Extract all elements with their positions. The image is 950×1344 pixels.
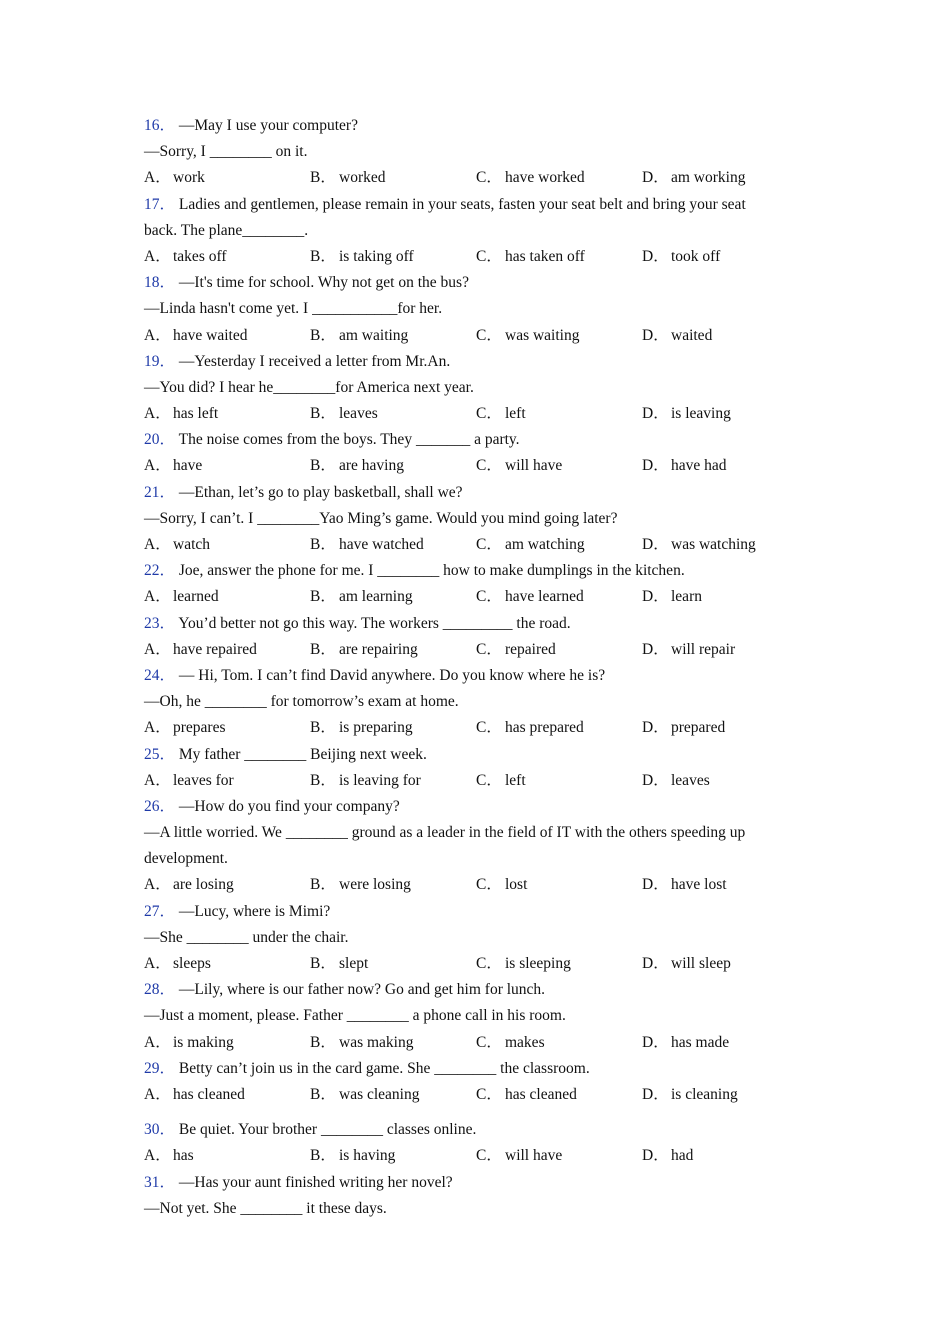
option-letter: A． [144, 326, 171, 344]
option-letter: C． [476, 771, 502, 789]
option-d[interactable] [642, 637, 808, 663]
option-text: is preparing [339, 719, 413, 737]
option-text: am working [671, 169, 746, 187]
question-number: 27 [144, 902, 160, 920]
question-number-separator: ． [159, 1059, 179, 1077]
question-text: —Linda hasn't come yet. I ___________for her. [144, 300, 443, 318]
option-letter: C． [476, 536, 502, 553]
option-letter: B． [310, 247, 336, 265]
option-a[interactable] [144, 165, 310, 191]
option-letter: D． [642, 457, 669, 475]
option-text: were losing [339, 876, 411, 894]
question-text: Be quiet. Your brother ________ classes online. [178, 1121, 477, 1139]
question-text: Ladies and gentlemen, please remain in your seats, fasten your seat belt and bring your seat [178, 195, 746, 213]
question-number-separator: ． [159, 797, 179, 815]
question-number: 18 [144, 274, 160, 292]
option-text: is cleaning [671, 1085, 738, 1103]
option-text: left [505, 405, 526, 423]
option-letter: B． [310, 1147, 336, 1165]
option-text: have lost [671, 876, 727, 894]
option-text: are losing [173, 876, 234, 894]
options-row [144, 951, 804, 977]
option-letter: B． [310, 1033, 336, 1051]
option-letter: C． [476, 1147, 502, 1165]
option-text: will repair [671, 640, 736, 658]
option-text: took off [671, 247, 721, 265]
question-text: —May I use your computer? [178, 117, 358, 134]
option-c[interactable] [476, 951, 642, 977]
option-text: worked [339, 169, 386, 187]
option-d[interactable] [642, 532, 808, 558]
option-a[interactable] [144, 453, 310, 479]
option-letter: A． [144, 719, 171, 737]
option-text: is sleeping [505, 955, 571, 972]
options-row [144, 1030, 804, 1056]
question-text: You’d better not go this way. The workers _________ the road. [178, 614, 571, 632]
question-text: —Lily, where is our father now? Go and get him for lunch. [178, 981, 546, 999]
option-a[interactable] [144, 1030, 310, 1056]
option-c[interactable] [476, 453, 642, 479]
option-letter: B． [310, 955, 336, 972]
option-b[interactable] [310, 1082, 476, 1108]
question-26 [144, 794, 804, 899]
question-number: 29 [144, 1059, 160, 1077]
option-c[interactable] [476, 165, 642, 191]
option-text: lost [505, 876, 528, 894]
question-number-separator: ． [159, 274, 179, 292]
option-b[interactable] [310, 584, 476, 610]
option-text: prepared [671, 719, 726, 737]
option-d[interactable] [642, 165, 808, 191]
option-text: leaves [339, 405, 378, 423]
option-letter: D． [642, 536, 669, 553]
option-letter: D． [642, 588, 669, 606]
option-a[interactable] [144, 401, 310, 427]
question-number: 20 [144, 431, 160, 449]
question-stem [144, 427, 804, 453]
option-letter: A． [144, 457, 171, 475]
question-number-separator: ． [159, 666, 179, 684]
question-31 [144, 1170, 804, 1222]
question-number-separator: ． [159, 981, 179, 999]
question-28 [144, 977, 804, 1056]
question-line [144, 689, 804, 715]
question-stem [144, 270, 804, 296]
option-text: have had [671, 457, 727, 475]
option-letter: A． [144, 405, 171, 423]
option-text: has cleaned [505, 1085, 577, 1103]
question-number: 24 [144, 666, 160, 684]
option-letter: A． [144, 1085, 171, 1103]
option-text: am watching [505, 536, 585, 553]
option-b[interactable] [310, 768, 476, 794]
option-d[interactable] [642, 323, 808, 349]
option-text: was waiting [505, 326, 580, 344]
question-stem [144, 192, 804, 218]
option-letter: C． [476, 640, 502, 658]
question-number-separator: ． [159, 483, 179, 501]
option-text: have [173, 457, 203, 475]
option-letter: B． [310, 169, 336, 187]
option-c[interactable] [476, 715, 642, 741]
option-d[interactable] [642, 453, 808, 479]
option-b[interactable] [310, 532, 476, 558]
option-letter: C． [476, 719, 502, 737]
question-number-separator: ． [159, 902, 179, 920]
option-letter: B． [310, 640, 336, 658]
question-number: 22 [144, 562, 160, 580]
option-letter: A． [144, 588, 171, 606]
question-line [144, 820, 804, 846]
option-b[interactable] [310, 637, 476, 663]
option-text: have watched [339, 536, 424, 553]
question-text: —Yesterday I received a letter from Mr.An. [178, 352, 451, 370]
question-line [144, 1196, 804, 1222]
option-d[interactable] [642, 872, 808, 898]
option-letter: A． [144, 955, 171, 972]
option-letter: B． [310, 326, 336, 344]
question-text: —Lucy, where is Mimi? [178, 902, 331, 920]
question-stem [144, 1056, 804, 1082]
option-c[interactable] [476, 532, 642, 558]
option-a[interactable] [144, 532, 310, 558]
option-letter: D． [642, 326, 669, 344]
option-text: will have [505, 457, 563, 475]
question-stem [144, 349, 804, 375]
option-text: left [505, 771, 526, 789]
question-line [144, 846, 804, 872]
question-text: Betty can’t join us in the card game. She ________ the classroom. [178, 1059, 590, 1077]
question-stem [144, 742, 804, 768]
option-b[interactable] [310, 453, 476, 479]
option-text: is taking off [339, 247, 414, 265]
option-letter: D． [642, 1033, 669, 1051]
option-text: watch [173, 536, 211, 553]
question-number-separator: ． [159, 195, 179, 213]
question-stem [144, 663, 804, 689]
question-number-separator: ． [159, 431, 179, 449]
question-number-separator: ． [159, 1173, 179, 1191]
option-b[interactable] [310, 323, 476, 349]
option-letter: D． [642, 169, 669, 187]
option-letter: D． [642, 1147, 669, 1165]
option-a[interactable] [144, 872, 310, 898]
option-text: am learning [339, 588, 413, 606]
question-21 [144, 480, 804, 559]
option-d[interactable] [642, 244, 808, 270]
option-text: has taken off [505, 247, 585, 265]
option-letter: C． [476, 955, 502, 972]
option-letter: B． [310, 457, 336, 475]
option-b[interactable] [310, 951, 476, 977]
option-letter: A． [144, 771, 171, 789]
option-letter: A． [144, 536, 171, 553]
question-number: 30 [144, 1121, 160, 1139]
question-number-separator: ． [159, 352, 179, 370]
question-number: 21 [144, 483, 160, 501]
options-row [144, 584, 804, 610]
option-c[interactable] [476, 1143, 642, 1169]
question-line [144, 925, 804, 951]
option-text: has left [173, 405, 219, 423]
option-c[interactable] [476, 323, 642, 349]
option-text: are having [339, 457, 404, 475]
option-b[interactable] [310, 401, 476, 427]
option-text: have learned [505, 588, 584, 606]
option-text: was watching [671, 536, 756, 553]
option-text: have worked [505, 169, 585, 187]
option-text: leaves [671, 771, 710, 789]
question-text: —How do you find your company? [178, 797, 400, 815]
question-stem [144, 1170, 804, 1196]
option-text: repaired [505, 640, 556, 658]
option-letter: B． [310, 405, 336, 423]
question-number-separator: ． [159, 614, 179, 632]
option-d[interactable] [642, 951, 808, 977]
question-text: —A little worried. We ________ ground as a leader in the field of IT with the others speeding up [144, 824, 746, 842]
option-letter: C． [476, 457, 502, 475]
question-27 [144, 899, 804, 978]
question-19 [144, 349, 804, 428]
option-text: learned [173, 588, 219, 606]
option-letter: C． [476, 405, 502, 423]
option-b[interactable] [310, 1143, 476, 1169]
option-letter: A． [144, 1033, 171, 1051]
question-line [144, 506, 804, 532]
option-letter: C． [476, 588, 502, 606]
option-text: is having [339, 1147, 396, 1165]
question-number-separator: ． [159, 117, 179, 134]
question-stem [144, 1117, 804, 1143]
question-number: 16 [144, 117, 160, 134]
option-c[interactable] [476, 584, 642, 610]
question-number-separator: ． [159, 745, 179, 763]
option-c[interactable] [476, 768, 642, 794]
question-number: 23 [144, 614, 160, 632]
option-d[interactable] [642, 1082, 808, 1108]
option-a[interactable] [144, 323, 310, 349]
option-d[interactable] [642, 584, 808, 610]
option-c[interactable] [476, 872, 642, 898]
options-row [144, 165, 804, 191]
options-row [144, 768, 804, 794]
question-number-separator: ． [159, 562, 179, 580]
option-b[interactable] [310, 1030, 476, 1056]
options-row [144, 323, 804, 349]
question-stem [144, 558, 804, 584]
question-text: —Not yet. She ________ it these days. [144, 1199, 387, 1217]
option-b[interactable] [310, 872, 476, 898]
option-letter: A． [144, 1147, 171, 1165]
question-text: Joe, answer the phone for me. I ________ how to make dumplings in the kitchen. [178, 562, 685, 580]
option-letter: A． [144, 247, 171, 265]
question-29 [144, 1056, 804, 1108]
question-text: —Just a moment, please. Father ________ a phone call in his room. [144, 1007, 566, 1025]
question-line [144, 296, 804, 322]
option-text: learn [671, 588, 702, 606]
option-text: had [671, 1147, 694, 1165]
options-row [144, 715, 804, 741]
question-text: —Sorry, I can’t. I ________Yao Ming’s game. Would you mind going later? [144, 509, 618, 527]
option-c[interactable] [476, 1082, 642, 1108]
option-letter: C． [476, 1033, 502, 1051]
option-letter: D． [642, 1085, 669, 1103]
question-17 [144, 192, 804, 271]
exam-page [144, 113, 804, 1222]
options-row [144, 453, 804, 479]
option-text: is leaving for [339, 771, 421, 789]
option-text: was cleaning [339, 1085, 420, 1103]
option-letter: C． [476, 326, 502, 344]
question-22 [144, 558, 804, 610]
option-letter: A． [144, 169, 171, 187]
question-line [144, 139, 804, 165]
option-letter: D． [642, 405, 669, 423]
option-letter: C． [476, 169, 502, 187]
option-letter: D． [642, 719, 669, 737]
option-c[interactable] [476, 1030, 642, 1056]
option-d[interactable] [642, 1143, 808, 1169]
option-text: work [173, 169, 205, 187]
option-d[interactable] [642, 715, 808, 741]
options-row [144, 401, 804, 427]
options-row [144, 872, 804, 898]
spacer [144, 1108, 804, 1117]
question-text: —Ethan, let’s go to play basketball, shall we? [178, 483, 463, 501]
question-stem [144, 977, 804, 1003]
option-b[interactable] [310, 715, 476, 741]
question-25 [144, 742, 804, 794]
option-c[interactable] [476, 637, 642, 663]
option-a[interactable] [144, 1082, 310, 1108]
option-text: are repairing [339, 640, 418, 658]
option-text: is making [173, 1033, 234, 1051]
option-letter: D． [642, 247, 669, 265]
question-line [144, 375, 804, 401]
question-16 [144, 113, 804, 192]
option-letter: B． [310, 771, 336, 789]
question-stem [144, 113, 804, 139]
option-text: have repaired [173, 640, 257, 658]
options-row [144, 637, 804, 663]
question-stem [144, 611, 804, 637]
option-text: has [173, 1147, 194, 1165]
option-letter: D． [642, 955, 669, 972]
question-text: —Has your aunt finished writing her novel? [178, 1173, 453, 1191]
question-number: 19 [144, 352, 160, 370]
option-a[interactable] [144, 768, 310, 794]
options-row [144, 1082, 804, 1108]
question-text: development. [144, 850, 228, 868]
option-letter: B． [310, 1085, 336, 1103]
question-number: 28 [144, 981, 160, 999]
option-letter: D． [642, 876, 669, 894]
option-a[interactable] [144, 637, 310, 663]
option-c[interactable] [476, 244, 642, 270]
option-text: prepares [173, 719, 226, 737]
option-text: has made [671, 1033, 730, 1051]
option-text: slept [339, 955, 369, 972]
option-text: sleeps [173, 955, 211, 972]
option-b[interactable] [310, 165, 476, 191]
option-text: has cleaned [173, 1085, 245, 1103]
options-row [144, 532, 804, 558]
question-stem [144, 899, 804, 925]
option-b[interactable] [310, 244, 476, 270]
option-letter: B． [310, 536, 336, 553]
options-row [144, 244, 804, 270]
option-letter: C． [476, 247, 502, 265]
option-a[interactable] [144, 244, 310, 270]
option-text: will sleep [671, 955, 731, 972]
option-a[interactable] [144, 1143, 310, 1169]
option-text: waited [671, 326, 713, 344]
question-20 [144, 427, 804, 479]
question-text: The noise comes from the boys. They _______ a party. [178, 431, 520, 449]
option-d[interactable] [642, 1030, 808, 1056]
question-text: —She ________ under the chair. [144, 928, 349, 946]
question-number-separator: ． [159, 1121, 179, 1139]
option-a[interactable] [144, 584, 310, 610]
option-letter: B． [310, 876, 336, 894]
question-text: —Oh, he ________ for tomorrow’s exam at home. [144, 693, 459, 711]
question-number: 25 [144, 745, 160, 763]
option-letter: B． [310, 719, 336, 737]
option-a[interactable] [144, 715, 310, 741]
option-text: leaves for [173, 771, 234, 789]
question-24 [144, 663, 804, 742]
option-a[interactable] [144, 951, 310, 977]
options-row [144, 1143, 804, 1169]
question-line [144, 1003, 804, 1029]
option-d[interactable] [642, 768, 808, 794]
option-text: has prepared [505, 719, 584, 737]
question-stem [144, 480, 804, 506]
question-number: 26 [144, 797, 160, 815]
option-text: takes off [173, 247, 227, 265]
option-d[interactable] [642, 401, 808, 427]
option-letter: D． [642, 771, 669, 789]
option-letter: A． [144, 640, 171, 658]
question-18 [144, 270, 804, 349]
question-text: My father ________ Beijing next week. [178, 745, 427, 763]
question-text: — Hi, Tom. I can’t find David anywhere. Do you know where he is? [178, 666, 606, 684]
option-text: have waited [173, 326, 248, 344]
question-text: back. The plane________. [144, 221, 309, 239]
option-letter: C． [476, 876, 502, 894]
option-text: was making [339, 1033, 414, 1051]
option-text: will have [505, 1147, 563, 1165]
question-text: —Sorry, I ________ on it. [144, 143, 308, 161]
option-letter: A． [144, 876, 171, 894]
question-23 [144, 611, 804, 663]
option-text: am waiting [339, 326, 409, 344]
option-letter: B． [310, 588, 336, 606]
question-30 [144, 1117, 804, 1169]
option-c[interactable] [476, 401, 642, 427]
question-text: —It's time for school. Why not get on the bus? [178, 274, 469, 292]
option-letter: D． [642, 640, 669, 658]
question-line [144, 218, 804, 244]
question-text: —You did? I hear he________for America next year. [144, 378, 474, 396]
option-text: makes [505, 1033, 545, 1051]
question-number: 17 [144, 195, 160, 213]
option-letter: C． [476, 1085, 502, 1103]
question-stem [144, 794, 804, 820]
option-text: is leaving [671, 405, 731, 423]
question-number: 31 [144, 1173, 160, 1191]
